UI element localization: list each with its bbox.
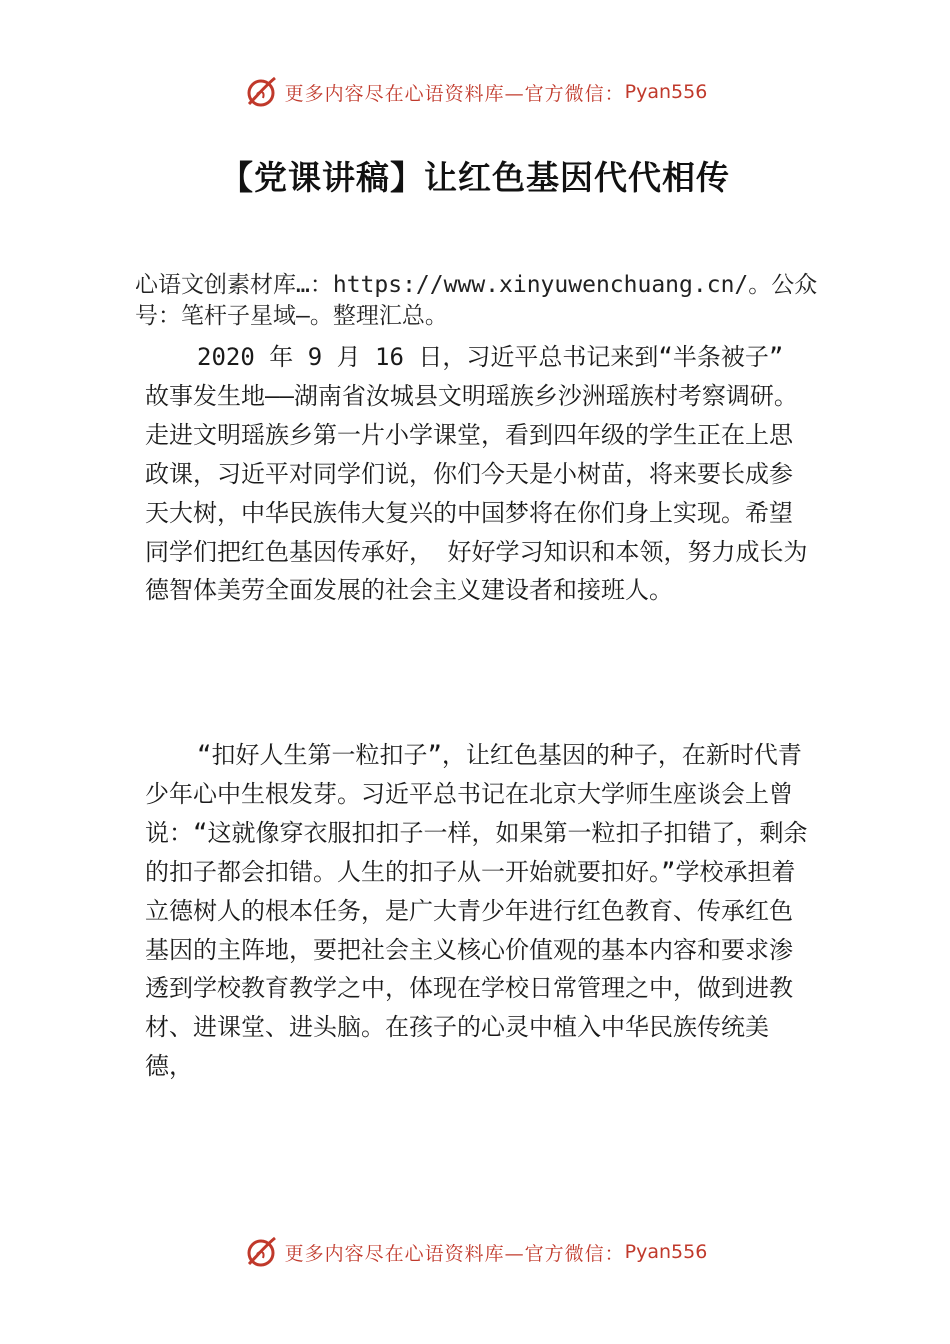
brush-logo-icon	[243, 74, 279, 110]
header-banner-text: 更多内容尽在心语资料库—官方微信：	[284, 82, 625, 105]
footer-wechat-id: Pyan556	[624, 1241, 708, 1263]
header-wechat-id: Pyan556	[624, 81, 708, 103]
source-line: 心语文创素材库…：https://www.xinyuwenchuang.cn/。公众号：笔杆子星域—。整理汇总。	[135, 272, 818, 329]
document-title: 【党课讲稿】让红色基因代代相传	[220, 158, 730, 197]
paragraph-2: “扣好人生第一粒扣子”，让红色基因的种子，在新时代青少年心中生根发芽。习近平总书记在北京大学师生座谈会上曾说：“这就像穿衣服扣扣子一样，如果第一粒扣子扣错了，剩余的扣子都会扣错。人生的扣子从一开始就要扣好。”学校承担着立德树人的根本任务，是广大青少年进行红色教育、传承红色基因的主阵地，要把社会主义核心价值观的基本内容和要求渗透到学校教育教学之中，体现在学校日常管理之中，做到进教材、进课堂、进头脑。在孩子的心灵中植入中华民族传统美德，	[145, 741, 808, 1081]
footer-banner-text: 更多内容尽在心语资料库—官方微信：	[284, 1242, 625, 1265]
header-banner	[0, 72, 950, 112]
footer-banner	[0, 1232, 950, 1272]
brush-logo-icon	[243, 1234, 279, 1270]
paragraph-1: 2020 年 9 月 16 日，习近平总书记来到“半条被子” 故事发生地——湖南省汝城县文明瑶族乡沙洲瑶族村考察调研。走进文明瑶族乡第一片小学课堂，看到四年级的学生正在上思政课，习近平对同学们说，你们今天是小树苗，将来要长成参天大树，中华民族伟大复兴的中国梦将在你们身上实现。希望同学们把红色基因传承好， 好好学习知识和本领，努力成长为德智体美劳全面发展的社会主义建设者和接班人。	[145, 343, 808, 605]
